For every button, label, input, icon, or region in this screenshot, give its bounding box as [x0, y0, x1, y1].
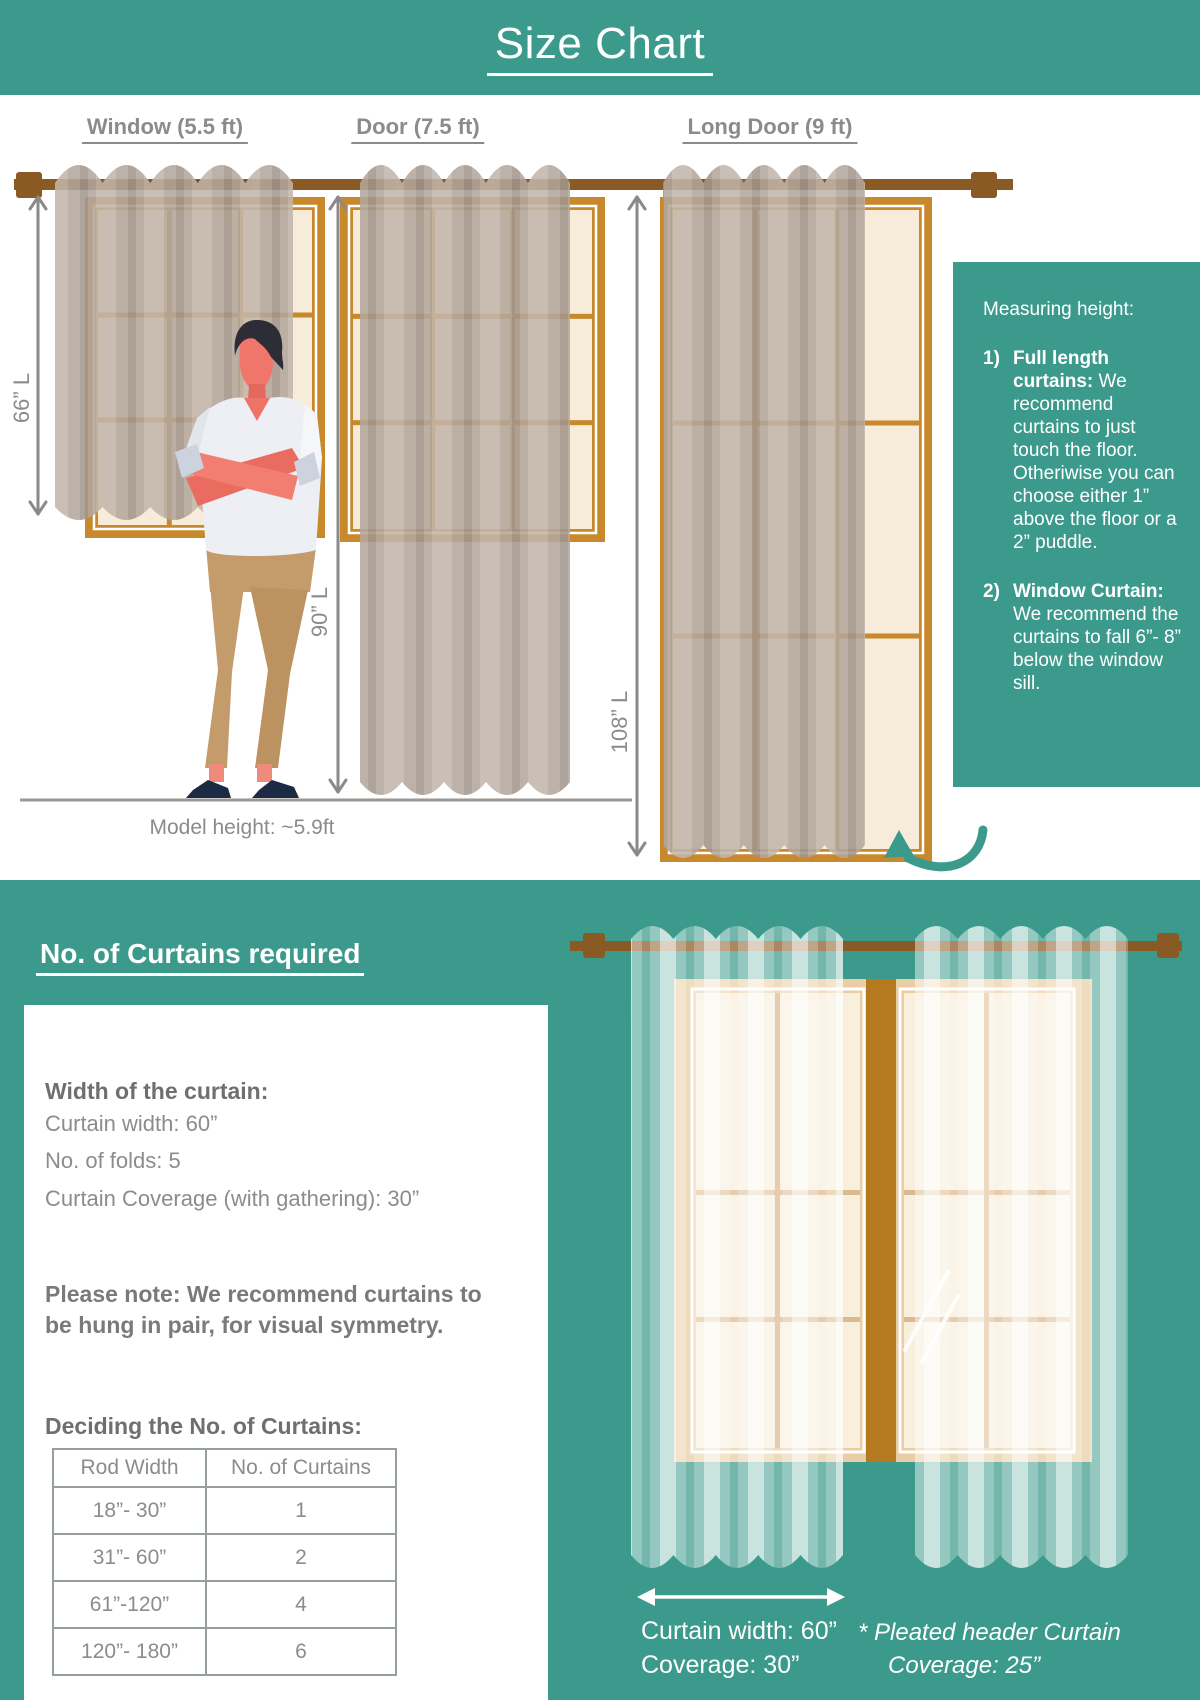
pleated-note-line2: Coverage: 25”	[888, 1652, 1041, 1679]
section-heading: No. of Curtains required	[36, 938, 364, 976]
door-curtain	[360, 165, 570, 795]
sheer-curtain-left	[631, 926, 843, 1568]
pleated-note-line1: * Pleated header Curtain	[858, 1619, 1121, 1646]
card-width-heading: Width of the curtain:	[45, 1078, 269, 1104]
curtain-width-card	[24, 1005, 548, 1700]
table-row	[53, 1487, 396, 1534]
card-line: Curtain width: 60”	[45, 1111, 218, 1136]
model-height-caption: Model height: ~5.9ft	[149, 816, 335, 839]
card-line: No. of folds: 5	[45, 1148, 181, 1173]
label-long-door: Long Door (9 ft)	[683, 114, 858, 144]
info-item-1: 1) Full length curtains: We recommend curtains to just touch the floor. Otheriwise you can choose either 1” above the floor or a 2” puddle.	[983, 348, 1177, 553]
card-deciding-heading: Deciding the No. of Curtains:	[45, 1413, 362, 1439]
measure-arrow-icon	[30, 197, 46, 514]
table-cell: 31”- 60”	[53, 1534, 206, 1581]
table-cell: 120”- 180”	[53, 1628, 206, 1675]
measure-arrow-icon	[629, 197, 645, 855]
table-cell: 4	[206, 1581, 396, 1628]
curtain-width-label: Curtain width: 60”	[641, 1617, 837, 1645]
measure-label-90: 90” L	[307, 586, 332, 638]
table-header: No. of Curtains	[206, 1449, 396, 1487]
page-title: Size Chart	[487, 19, 713, 76]
long-door-curtain	[663, 165, 865, 858]
table-cell: 61”-120”	[53, 1581, 206, 1628]
sheer-curtain-right	[915, 926, 1128, 1568]
table-cell: 6	[206, 1628, 396, 1675]
label-door: Door (7.5 ft)	[351, 114, 484, 144]
coverage-label: Coverage: 30”	[641, 1651, 800, 1679]
info-box-heading: Measuring height:	[983, 299, 1135, 320]
table-row	[53, 1534, 396, 1581]
measure-label-66: 66” L	[9, 372, 34, 424]
label-window: Window (5.5 ft)	[82, 114, 248, 144]
width-arrow-icon	[637, 1588, 845, 1606]
curtains-required-section	[0, 880, 1200, 1700]
card-line: Curtain Coverage (with gathering): 30”	[45, 1186, 420, 1211]
table-row	[53, 1581, 396, 1628]
table-cell: 18”- 30”	[53, 1487, 206, 1534]
measure-label-108: 108” L	[607, 690, 632, 754]
measuring-height-info-box	[953, 262, 1200, 787]
card-note: Please note: We recommend curtains to be hung in pair, for visual symmetry.	[45, 1281, 482, 1338]
rod-width-table	[52, 1448, 397, 1676]
table-header: Rod Width	[53, 1449, 206, 1487]
table-cell: 1	[206, 1487, 396, 1534]
info-item-2: 2) Window Curtain: We recommend the curtains to fall 6”- 8” below the window sill.	[983, 581, 1181, 694]
table-cell: 2	[206, 1534, 396, 1581]
table-row	[53, 1628, 396, 1675]
